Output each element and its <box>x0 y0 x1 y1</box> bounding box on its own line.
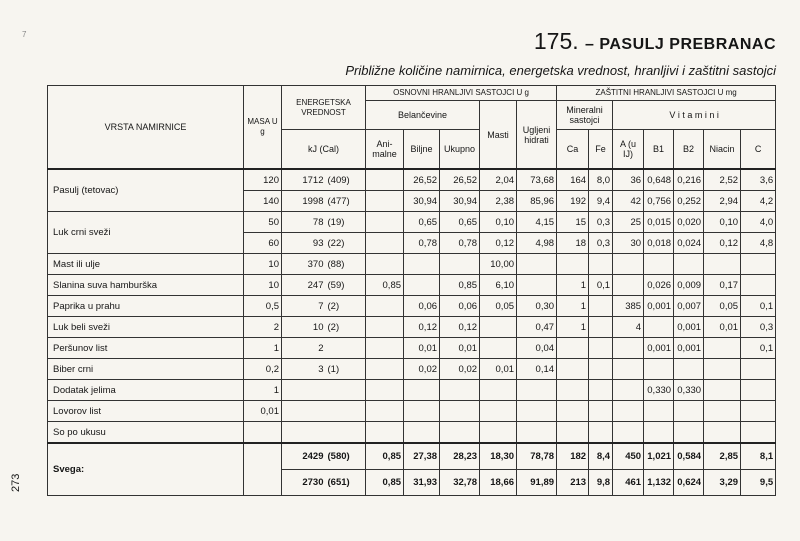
cell-c <box>741 422 776 444</box>
cell-fe: 0,1 <box>589 275 613 296</box>
food-name: Pasulj (tetovac) <box>48 169 244 212</box>
cell-a <box>613 401 644 422</box>
cell-masa: 1 <box>244 338 282 359</box>
cell-biljne: 0,06 <box>404 296 440 317</box>
cell-b2: 0,024 <box>674 233 704 254</box>
cell-animalne <box>366 317 404 338</box>
cell-b2 <box>674 359 704 380</box>
corner-mark: 7 <box>22 30 27 39</box>
cell-kj: 10 <box>282 317 326 338</box>
cell-kj: 93 <box>282 233 326 254</box>
cell-b2: 0,252 <box>674 191 704 212</box>
cell-niacin <box>704 422 741 444</box>
cell-ukupno: 32,78 <box>440 470 480 496</box>
cell-ca: 15 <box>557 212 589 233</box>
cell-ukupno: 0,85 <box>440 275 480 296</box>
cell-ugljeni <box>517 401 557 422</box>
header-a: A (u IJ) <box>613 130 644 170</box>
cell-niacin: 2,85 <box>704 443 741 470</box>
table-row <box>48 401 776 422</box>
cell-biljne <box>404 401 440 422</box>
cell-masti: 6,10 <box>480 275 517 296</box>
cell-niacin <box>704 359 741 380</box>
cell-b1: 0,001 <box>644 296 674 317</box>
cell-niacin: 0,17 <box>704 275 741 296</box>
cell-fe: 0,3 <box>589 233 613 254</box>
cell-ugljeni <box>517 422 557 444</box>
cell-niacin: 0,05 <box>704 296 741 317</box>
cell-b2: 0,007 <box>674 296 704 317</box>
cell-masti: 18,30 <box>480 443 517 470</box>
header-c: C <box>741 130 776 170</box>
cell-masti <box>480 317 517 338</box>
cell-niacin: 2,94 <box>704 191 741 212</box>
cell-ugljeni: 4,98 <box>517 233 557 254</box>
cell-b1: 0,015 <box>644 212 674 233</box>
header-animalne: Ani-malne <box>366 130 404 170</box>
header-zastitni: ZAŠTITNI HRANLJIVI SASTOJCI U mg <box>557 86 776 101</box>
cell-kj: 7 <box>282 296 326 317</box>
cell-fe <box>589 338 613 359</box>
cell-ukupno: 0,02 <box>440 359 480 380</box>
cell-masti: 2,38 <box>480 191 517 212</box>
cell-ugljeni: 0,14 <box>517 359 557 380</box>
cell-a <box>613 338 644 359</box>
cell-b1 <box>644 254 674 275</box>
cell-biljne: 31,93 <box>404 470 440 496</box>
header-b2: B2 <box>674 130 704 170</box>
cell-niacin <box>704 401 741 422</box>
cell-masti <box>480 380 517 401</box>
cell-animalne <box>366 191 404 212</box>
cell-ca: 182 <box>557 443 589 470</box>
cell-animalne: 0,85 <box>366 470 404 496</box>
cell-ca: 1 <box>557 275 589 296</box>
cell-ca <box>557 359 589 380</box>
cell-masa: 2 <box>244 317 282 338</box>
cell-c <box>741 254 776 275</box>
cell-masti: 0,10 <box>480 212 517 233</box>
cell-c <box>741 380 776 401</box>
table-row <box>48 169 776 191</box>
cell-niacin <box>704 338 741 359</box>
cell-cal <box>326 380 366 401</box>
cell-masa: 120 <box>244 169 282 191</box>
cell-niacin: 2,52 <box>704 169 741 191</box>
header-masti: Masti <box>480 101 517 170</box>
food-name: Peršunov list <box>48 338 244 359</box>
cell-a: 450 <box>613 443 644 470</box>
cell-ugljeni <box>517 254 557 275</box>
cell-biljne: 0,01 <box>404 338 440 359</box>
cell-b1: 1,132 <box>644 470 674 496</box>
cell-biljne <box>404 275 440 296</box>
cell-ca: 1 <box>557 317 589 338</box>
table-row <box>48 296 776 317</box>
cell-ca: 213 <box>557 470 589 496</box>
cell-b2 <box>674 254 704 275</box>
header-energetska: ENERGETSKA VREDNOST <box>282 86 366 130</box>
cell-b2: 0,330 <box>674 380 704 401</box>
cell-ugljeni: 85,96 <box>517 191 557 212</box>
cell-ukupno <box>440 401 480 422</box>
cell-masa: 140 <box>244 191 282 212</box>
cell-cal: (1) <box>326 359 366 380</box>
cell-fe <box>589 296 613 317</box>
cell-animalne <box>366 380 404 401</box>
header-belancevine: Belančevine <box>366 101 480 130</box>
cell-a: 385 <box>613 296 644 317</box>
cell-animalne <box>366 359 404 380</box>
header-vitamini: V i t a m i n i <box>613 101 776 130</box>
recipe-number: 175. <box>533 28 579 54</box>
cell-cal: (19) <box>326 212 366 233</box>
cell-biljne: 0,02 <box>404 359 440 380</box>
cell-b1: 0,330 <box>644 380 674 401</box>
cell-animalne <box>366 169 404 191</box>
table-row <box>48 338 776 359</box>
cell-b1: 0,648 <box>644 169 674 191</box>
cell-b2: 0,001 <box>674 317 704 338</box>
cell-fe <box>589 380 613 401</box>
cell-b1: 0,026 <box>644 275 674 296</box>
cell-cal: (59) <box>326 275 366 296</box>
table-row <box>48 380 776 401</box>
header-fe: Fe <box>589 130 613 170</box>
cell-ca: 18 <box>557 233 589 254</box>
header-mineralni: Mineralni sastojci <box>557 101 613 130</box>
cell-cal: (409) <box>326 169 366 191</box>
cell-ugljeni: 73,68 <box>517 169 557 191</box>
cell-a <box>613 380 644 401</box>
table-row <box>48 275 776 296</box>
cell-cal <box>326 338 366 359</box>
cell-cal: (651) <box>326 470 366 496</box>
recipe-title: – PASULJ PREBRANAC <box>585 36 776 53</box>
cell-masa: 60 <box>244 233 282 254</box>
cell-c: 9,5 <box>741 470 776 496</box>
cell-kj: 1712 <box>282 169 326 191</box>
cell-c <box>741 359 776 380</box>
cell-fe <box>589 401 613 422</box>
cell-b1 <box>644 359 674 380</box>
cell-masti <box>480 422 517 444</box>
cell-c: 8,1 <box>741 443 776 470</box>
cell-niacin: 0,01 <box>704 317 741 338</box>
cell-masa <box>244 422 282 444</box>
cell-b2: 0,216 <box>674 169 704 191</box>
cell-ca: 192 <box>557 191 589 212</box>
cell-biljne: 27,38 <box>404 443 440 470</box>
cell-cal: (88) <box>326 254 366 275</box>
cell-kj: 370 <box>282 254 326 275</box>
cell-ugljeni <box>517 380 557 401</box>
cell-b1: 1,021 <box>644 443 674 470</box>
page-number: 273 <box>10 473 22 492</box>
cell-cal: (477) <box>326 191 366 212</box>
cell-niacin <box>704 254 741 275</box>
cell-b1 <box>644 401 674 422</box>
cell-fe: 8,0 <box>589 169 613 191</box>
cell-kj: 3 <box>282 359 326 380</box>
cell-a <box>613 422 644 444</box>
cell-animalne <box>366 254 404 275</box>
table-row <box>48 317 776 338</box>
cell-a: 461 <box>613 470 644 496</box>
cell-biljne: 30,94 <box>404 191 440 212</box>
cell-b1: 0,001 <box>644 338 674 359</box>
cell-ca <box>557 338 589 359</box>
cell-cal: (22) <box>326 233 366 254</box>
cell-biljne <box>404 380 440 401</box>
cell-kj: 2730 <box>282 470 326 496</box>
cell-biljne: 26,52 <box>404 169 440 191</box>
cell-niacin: 3,29 <box>704 470 741 496</box>
header-osnovni: OSNOVNI HRANLJIVI SASTOJCI U g <box>366 86 557 101</box>
cell-ukupno <box>440 380 480 401</box>
cell-animalne: 0,85 <box>366 275 404 296</box>
cell-kj <box>282 422 326 444</box>
table-row <box>48 422 776 444</box>
cell-ukupno: 0,06 <box>440 296 480 317</box>
cell-animalne: 0,85 <box>366 443 404 470</box>
cell-a: 25 <box>613 212 644 233</box>
cell-a <box>613 275 644 296</box>
cell-ugljeni: 91,89 <box>517 470 557 496</box>
cell-cal: (2) <box>326 317 366 338</box>
cell-masa: 10 <box>244 275 282 296</box>
cell-kj <box>282 401 326 422</box>
cell-kj: 78 <box>282 212 326 233</box>
cell-ugljeni <box>517 275 557 296</box>
cell-ukupno: 0,01 <box>440 338 480 359</box>
cell-c: 3,6 <box>741 169 776 191</box>
cell-ugljeni: 0,30 <box>517 296 557 317</box>
cell-a: 36 <box>613 169 644 191</box>
cell-a: 42 <box>613 191 644 212</box>
cell-ukupno <box>440 422 480 444</box>
cell-ca <box>557 401 589 422</box>
cell-niacin: 0,10 <box>704 212 741 233</box>
cell-niacin: 0,12 <box>704 233 741 254</box>
cell-masti: 10,00 <box>480 254 517 275</box>
cell-b1: 0,756 <box>644 191 674 212</box>
cell-masti: 18,66 <box>480 470 517 496</box>
cell-masa <box>244 443 282 496</box>
cell-ca: 164 <box>557 169 589 191</box>
nutrition-table <box>47 85 776 496</box>
header-b1: B1 <box>644 130 674 170</box>
cell-cal <box>326 401 366 422</box>
cell-fe <box>589 317 613 338</box>
cell-animalne <box>366 212 404 233</box>
cell-masa: 1 <box>244 380 282 401</box>
cell-b2: 0,009 <box>674 275 704 296</box>
cell-cal <box>326 422 366 444</box>
cell-biljne: 0,65 <box>404 212 440 233</box>
cell-niacin <box>704 380 741 401</box>
cell-animalne <box>366 422 404 444</box>
cell-animalne <box>366 338 404 359</box>
cell-animalne <box>366 296 404 317</box>
food-name: Mast ili ulje <box>48 254 244 275</box>
cell-c: 4,8 <box>741 233 776 254</box>
food-name: Luk crni sveži <box>48 212 244 254</box>
cell-biljne: 0,12 <box>404 317 440 338</box>
food-name: Dodatak jelima <box>48 380 244 401</box>
table-row <box>48 212 776 233</box>
header-niacin: Niacin <box>704 130 741 170</box>
food-name: So po ukusu <box>48 422 244 444</box>
cell-b2: 0,584 <box>674 443 704 470</box>
food-name: Biber crni <box>48 359 244 380</box>
cell-masa: 0,5 <box>244 296 282 317</box>
food-name: Lovorov list <box>48 401 244 422</box>
cell-a: 30 <box>613 233 644 254</box>
cell-fe <box>589 254 613 275</box>
cell-a: 4 <box>613 317 644 338</box>
cell-c: 4,2 <box>741 191 776 212</box>
table-row <box>48 359 776 380</box>
header-biljne: Biljne <box>404 130 440 170</box>
cell-cal: (2) <box>326 296 366 317</box>
cell-masti <box>480 401 517 422</box>
cell-ca <box>557 254 589 275</box>
cell-b1 <box>644 422 674 444</box>
cell-c: 0,3 <box>741 317 776 338</box>
cell-a <box>613 254 644 275</box>
cell-ukupno: 26,52 <box>440 169 480 191</box>
cell-b1 <box>644 317 674 338</box>
cell-ukupno: 28,23 <box>440 443 480 470</box>
cell-fe: 0,3 <box>589 212 613 233</box>
cell-cal: (580) <box>326 443 366 470</box>
cell-ugljeni: 0,04 <box>517 338 557 359</box>
cell-b2: 0,020 <box>674 212 704 233</box>
header-ca: Ca <box>557 130 589 170</box>
cell-biljne: 0,78 <box>404 233 440 254</box>
total-row <box>48 443 776 470</box>
cell-b2 <box>674 422 704 444</box>
cell-b2 <box>674 401 704 422</box>
cell-ukupno <box>440 254 480 275</box>
cell-masa: 10 <box>244 254 282 275</box>
cell-b2: 0,624 <box>674 470 704 496</box>
food-name: Luk beli sveži <box>48 317 244 338</box>
cell-masa: 0,01 <box>244 401 282 422</box>
cell-c: 0,1 <box>741 296 776 317</box>
cell-masa: 0,2 <box>244 359 282 380</box>
cell-ukupno: 30,94 <box>440 191 480 212</box>
cell-ukupno: 0,65 <box>440 212 480 233</box>
cell-masti: 0,12 <box>480 233 517 254</box>
cell-animalne <box>366 401 404 422</box>
food-name: Slanina suva hamburška <box>48 275 244 296</box>
cell-ukupno: 0,12 <box>440 317 480 338</box>
cell-b1: 0,018 <box>644 233 674 254</box>
header-vrsta: VRSTA NAMIRNICE <box>48 86 244 170</box>
cell-kj: 2429 <box>282 443 326 470</box>
page-title <box>534 28 776 55</box>
cell-ugljeni: 0,47 <box>517 317 557 338</box>
cell-ca: 1 <box>557 296 589 317</box>
cell-masti: 0,01 <box>480 359 517 380</box>
cell-fe: 9,4 <box>589 191 613 212</box>
header-kj-cal: kJ (Cal) <box>282 130 366 170</box>
cell-biljne <box>404 254 440 275</box>
cell-b2: 0,001 <box>674 338 704 359</box>
cell-ugljeni: 4,15 <box>517 212 557 233</box>
cell-kj: 2 <box>282 338 326 359</box>
cell-biljne <box>404 422 440 444</box>
header-masa: MASA U g <box>244 86 282 170</box>
header-ukupno: Ukupno <box>440 130 480 170</box>
cell-c <box>741 275 776 296</box>
cell-masa: 50 <box>244 212 282 233</box>
cell-kj <box>282 380 326 401</box>
page-subtitle: Približne količine namirnica, energetska vrednost, hranljivi i zaštitni sastojci <box>345 63 776 78</box>
cell-ca <box>557 380 589 401</box>
cell-fe: 8,4 <box>589 443 613 470</box>
cell-masti <box>480 338 517 359</box>
cell-animalne <box>366 233 404 254</box>
cell-ca <box>557 422 589 444</box>
total-label: Svega: <box>48 443 244 496</box>
cell-kj: 247 <box>282 275 326 296</box>
table-row <box>48 254 776 275</box>
cell-masti: 0,05 <box>480 296 517 317</box>
cell-c <box>741 401 776 422</box>
cell-fe: 9,8 <box>589 470 613 496</box>
cell-ugljeni: 78,78 <box>517 443 557 470</box>
food-name: Paprika u prahu <box>48 296 244 317</box>
cell-masti: 2,04 <box>480 169 517 191</box>
cell-fe <box>589 359 613 380</box>
cell-c: 4,0 <box>741 212 776 233</box>
cell-c: 0,1 <box>741 338 776 359</box>
cell-a <box>613 359 644 380</box>
cell-ukupno: 0,78 <box>440 233 480 254</box>
header-ugljeni: Ugljeni hidrati <box>517 101 557 170</box>
cell-fe <box>589 422 613 444</box>
cell-kj: 1998 <box>282 191 326 212</box>
